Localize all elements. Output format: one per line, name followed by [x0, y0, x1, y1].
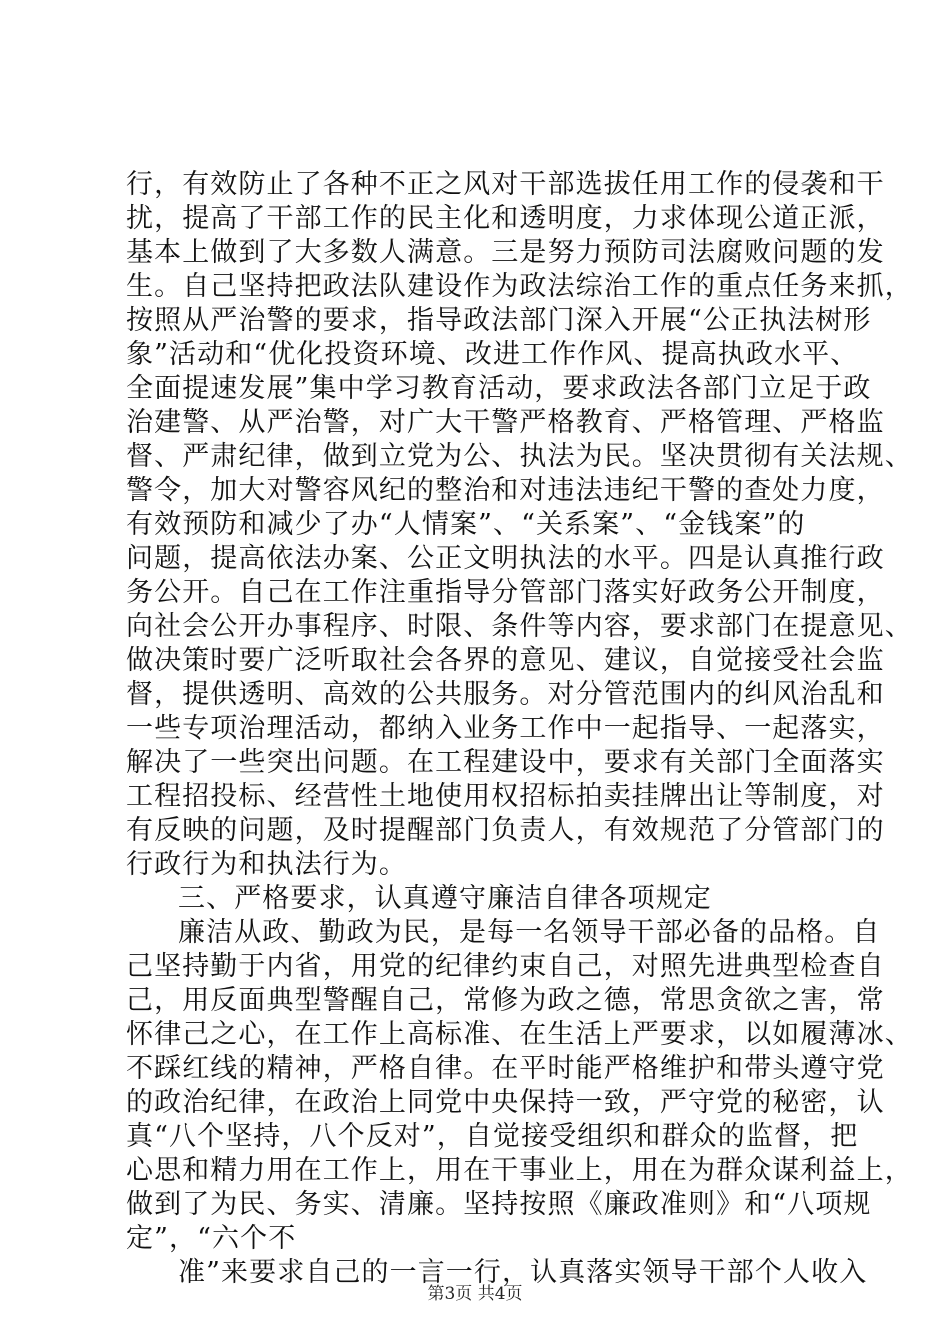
body-text-line: 督，提供透明、高效的公共服务。对分管范围内的纠风治乱和	[126, 679, 885, 710]
body-text-line: 做决策时要广泛听取社会各界的意见、建议，自觉接受社会监	[126, 645, 885, 676]
body-text-line: 心思和精力用在工作上，用在干事业上，用在为群众谋利益上，	[126, 1155, 913, 1186]
body-text-line: 基本上做到了大多数人满意。三是努力预防司法腐败问题的发	[126, 237, 885, 268]
body-text-line: 的政治纪律，在政治上同党中央保持一致，严守党的秘密，认	[126, 1087, 885, 1118]
body-text-line: 行政行为和执法行为。	[126, 849, 407, 880]
body-text-line: 一些专项治理活动，都纳入业务工作中一起指导、一起落实，	[126, 713, 885, 744]
body-text-line: 问题，提高依法办案、公正文明执法的水平。四是认真推行政	[126, 543, 885, 574]
body-text-line: 不踩红线的精神，严格自律。在平时能严格维护和带头遵守党	[126, 1053, 885, 1084]
section-heading: 三、严格要求，认真遵守廉洁自律各项规定	[178, 883, 712, 914]
body-text-line: 警令，加大对警容风纪的整治和对违法违纪干警的查处力度，	[126, 475, 885, 506]
body-text-line: 定”，“六个不	[126, 1223, 297, 1254]
body-text-line: 己坚持勤于内省，用党的纪律约束自己，对照先进典型检查自	[126, 951, 885, 982]
body-text-line: 按照从严治警的要求，指导政法部门深入开展“公正执法树形	[126, 305, 872, 336]
body-text-line: 有反映的问题，及时提醒部门负责人，有效规范了分管部门的	[126, 815, 885, 846]
body-text-line: 解决了一些突出问题。在工程建设中，要求有关部门全面落实	[126, 747, 885, 778]
body-text-line: 工程招投标、经营性土地使用权招标拍卖挂牌出让等制度，对	[126, 781, 885, 812]
body-text-line: 准”来要求自己的一言一行，认真落实领导干部个人收入	[178, 1257, 868, 1288]
body-text-line: 全面提速发展”集中学习教育活动，要求政法各部门立足于政	[126, 373, 872, 404]
body-text-line: 扰，提高了干部工作的民主化和透明度，力求体现公道正派，	[126, 203, 885, 234]
body-text-line: 行，有效防止了各种不正之风对干部选拔任用工作的侵袭和干	[126, 169, 885, 200]
body-text-line: 做到了为民、务实、清廉。坚持按照《廉政准则》和“八项规	[126, 1189, 872, 1220]
body-text-line: 真“八个坚持，八个反对”，自觉接受组织和群众的监督，把	[126, 1121, 859, 1152]
body-text-line: 己，用反面典型警醒自己，常修为政之德，常思贪欲之害，常	[126, 985, 885, 1016]
body-text-line: 象”活动和“优化投资环境、改进工作作风、提高执政水平、	[126, 339, 859, 370]
body-text-line: 怀律己之心，在工作上高标准、在生活上严要求，以如履薄冰、	[126, 1019, 913, 1050]
body-text-line: 有效预防和减少了办“人情案”、“关系案”、“金钱案”的	[126, 509, 806, 540]
body-text-line: 督、严肃纪律，做到立党为公、执法为民。坚决贯彻有关法规、	[126, 441, 913, 472]
body-text-line: 廉洁从政、勤政为民，是每一名领导干部必备的品格。自	[178, 917, 881, 948]
body-text-line: 治建警、从严治警，对广大干警严格教育、严格管理、严格监	[126, 407, 885, 438]
body-text-line: 向社会公开办事程序、时限、条件等内容，要求部门在提意见、	[126, 611, 913, 642]
body-text-line: 生。自己坚持把政法队建设作为政法综治工作的重点任务来抓，	[126, 271, 913, 302]
page-number-footer: 第3页 共4页	[427, 1284, 523, 1304]
body-text-line: 务公开。自己在工作注重指导分管部门落实好政务公开制度，	[126, 577, 885, 608]
